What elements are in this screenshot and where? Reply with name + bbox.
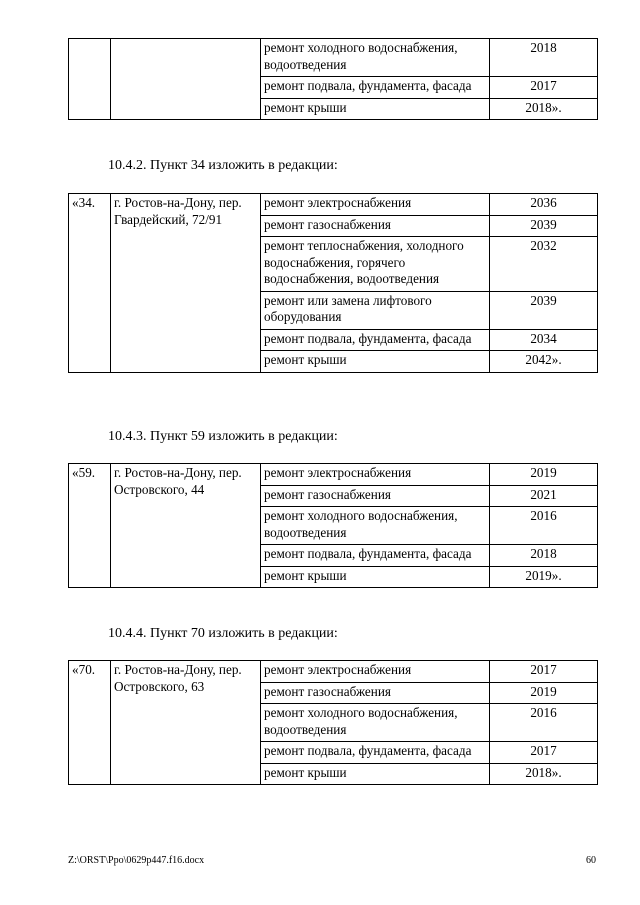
work-type-cell: ремонт подвала, фундамента, фасада [261,742,490,764]
table-row [69,39,598,77]
year-cell: 2017 [490,742,598,764]
year-cell: 2018 [490,545,598,567]
year-cell: 2018». [490,98,598,120]
repair-table-item-34 [68,193,598,373]
work-type-cell: ремонт холодного водоснабжения, водоотведения [261,39,490,77]
work-type-cell: ремонт крыши [261,351,490,373]
address-cell: г. Ростов-на-Дону, пер. Островского, 44 [111,464,261,588]
item-number-cell: «59. [69,464,111,588]
year-cell: 2018». [490,763,598,785]
year-cell: 2042». [490,351,598,373]
work-type-cell: ремонт подвала, фундамента, фасада [261,545,490,567]
work-type-cell: ремонт газоснабжения [261,215,490,237]
address-cell: г. Ростов-на-Дону, пер. Островского, 63 [111,661,261,785]
work-type-cell: ремонт холодного водоснабжения, водоотведения [261,507,490,545]
table-row [69,194,598,216]
work-type-cell: ремонт или замена лифтового оборудования [261,291,490,329]
work-type-cell: ремонт подвала, фундамента, фасада [261,77,490,99]
footer-file-path: Z:\ORST\Ppo\0629p447.f16.docx [68,855,205,866]
work-type-cell: ремонт электроснабжения [261,194,490,216]
repair-table-continued [68,38,598,120]
year-cell: 2039 [490,291,598,329]
address-cell [111,39,261,120]
table-row [69,661,598,683]
work-type-cell: ремонт холодного водоснабжения, водоотведения [261,704,490,742]
work-type-cell: ремонт крыши [261,763,490,785]
item-number-cell: «70. [69,661,111,785]
work-type-cell: ремонт подвала, фундамента, фасада [261,329,490,351]
section-heading-10-4-4: 10.4.4. Пункт 70 изложить в редакции: [108,626,338,641]
section-heading-10-4-3: 10.4.3. Пункт 59 изложить в редакции: [108,429,338,444]
year-cell: 2017 [490,661,598,683]
footer-page-number: 60 [586,855,596,866]
work-type-cell: ремонт крыши [261,566,490,588]
year-cell: 2019 [490,464,598,486]
table-row [69,464,598,486]
year-cell: 2019». [490,566,598,588]
item-number-cell [69,39,111,120]
year-cell: 2021 [490,485,598,507]
year-cell: 2016 [490,507,598,545]
item-number-cell: «34. [69,194,111,373]
address-cell: г. Ростов-на-Дону, пер. Гвардейский, 72/91 [111,194,261,373]
work-type-cell: ремонт электроснабжения [261,661,490,683]
year-cell: 2032 [490,237,598,292]
year-cell: 2018 [490,39,598,77]
year-cell: 2019 [490,682,598,704]
work-type-cell: ремонт газоснабжения [261,682,490,704]
work-type-cell: ремонт электроснабжения [261,464,490,486]
repair-table-item-59 [68,463,598,588]
year-cell: 2016 [490,704,598,742]
work-type-cell: ремонт крыши [261,98,490,120]
work-type-cell: ремонт теплоснабжения, холодного водоснабжения, горячего водоснабжения, водоотведения [261,237,490,292]
year-cell: 2034 [490,329,598,351]
work-type-cell: ремонт газоснабжения [261,485,490,507]
section-heading-10-4-2: 10.4.2. Пункт 34 изложить в редакции: [108,158,338,173]
year-cell: 2036 [490,194,598,216]
year-cell: 2039 [490,215,598,237]
year-cell: 2017 [490,77,598,99]
repair-table-item-70 [68,660,598,785]
